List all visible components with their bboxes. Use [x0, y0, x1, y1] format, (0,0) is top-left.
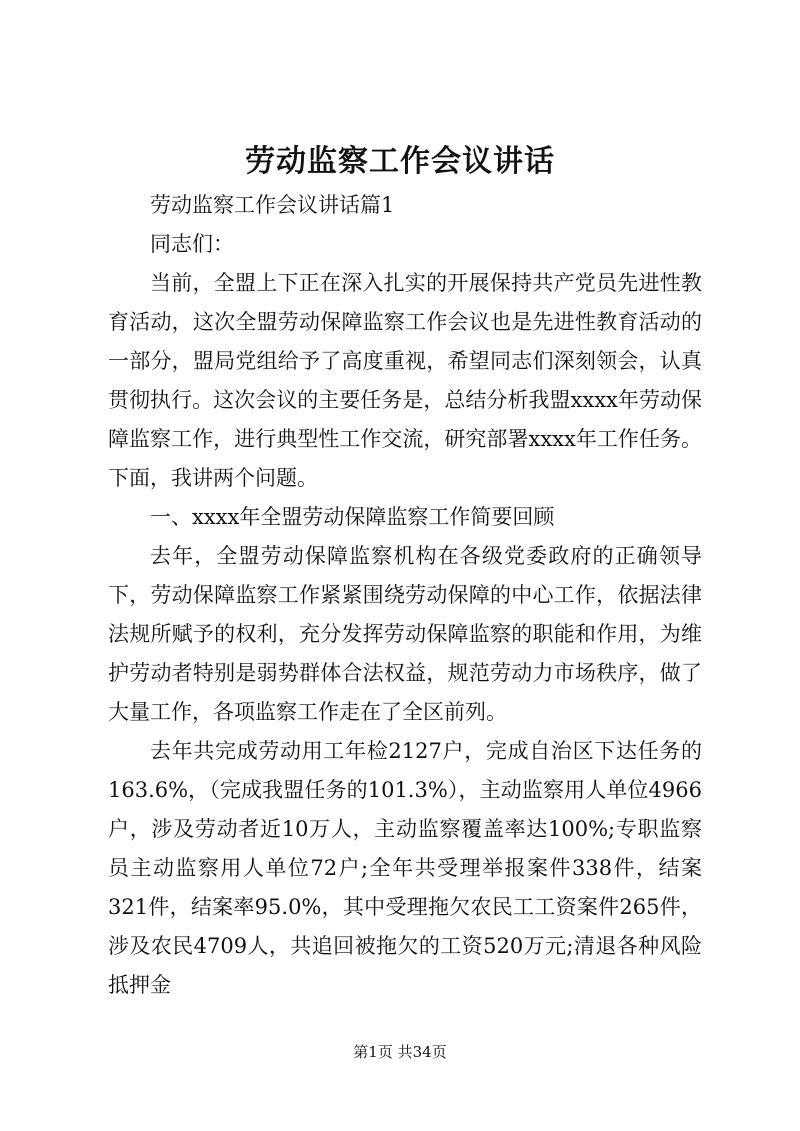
- body-paragraph: 当前，全盟上下正在深入扎实的开展保持共产党员先进性教育活动，这次全盟劳动保障监察工作会议也是先进性教育活动的一部分，盟局党组给予了高度重视，希望同志们深刻领会，认真贯彻执行。这次会议的主要任务是，总结分析我盟xxxx年劳动保障监察工作，进行典型性工作交流，研究部署xxxx年工作任务。下面，我讲两个问题。: [108, 271, 702, 490]
- page-number-footer: 第1页 共34页: [353, 1043, 447, 1061]
- body-paragraph: 去年，全盟劳动保障监察机构在各级党委政府的正确领导下，劳动保障监察工作紧紧围绕劳动保障的中心工作，依据法律法规所赋予的权利，充分发挥劳动保障监察的职能和作用，为维护劳动者特别是弱势群体合法权益，规范劳动力市场秩序，做了大量工作，各项监察工作走在了全区前列。: [108, 544, 702, 724]
- document-body: [108, 186, 702, 1005]
- document-title: 劳动监察工作会议讲话: [245, 144, 555, 179]
- section-heading: 一、xxxx年全盟劳动保障监察工作简要回顾: [150, 505, 555, 529]
- section-heading: 劳动监察工作会议讲话篇1: [150, 193, 395, 217]
- body-paragraph: 去年共完成劳动用工年检2127户，完成自治区下达任务的163.6%，（完成我盟任务的101.3%），主动监察用人单位4966户，涉及劳动者近10万人，主动监察覆盖率达100%;专职监察员主动监察用人单位72户;全年共受理举报案件338件，结案321件，结案率95.0%，其中受理拖欠农民工工资案件265件，涉及农民4709人，共追回被拖欠的工资520万元;清退各种风险抵押金: [108, 739, 702, 997]
- salutation: 同志们：: [150, 232, 234, 256]
